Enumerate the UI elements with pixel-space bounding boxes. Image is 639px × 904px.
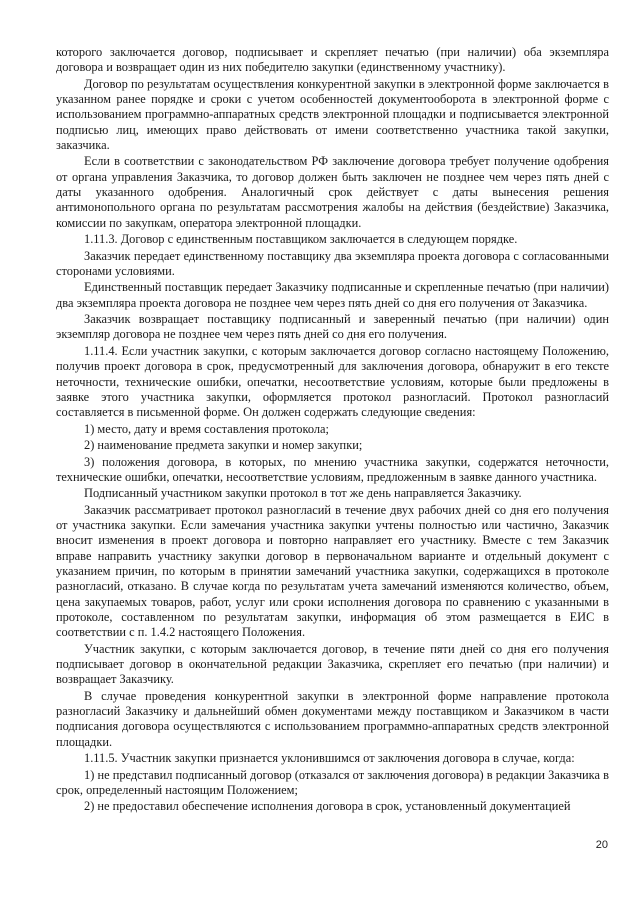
list-item-3: 3) положения договора, в которых, по мнению участника закупки, содержатся неточности, технические ошибки, опечатки, несоответствие условиям, предложенным в заявке данного участника. [56,454,609,484]
paragraph-participant-signs: Участник закупки, с которым заключается договор, в течение пяти дней со дня его получения подписывает договор в окончательной редакции Заказчика, скрепляет его печатью (при наличии) и возвращает Заказчику. [56,641,609,687]
list-item-2: 2) наименование предмета закупки и номер закупки; [84,438,363,453]
list-item-1: 1) место, дату и время составления протокола; [84,421,329,436]
paragraph-protocol-sent: Подписанный участником закупки протокол в тот же день направляется Заказчику. [84,486,522,501]
paragraph-supplier-returns: Единственный поставщик передает Заказчику подписанные и скрепленные печатью (при наличии) два экземпляра проекта договора не позднее чем через пять дней со дня его получения от Заказчика. [56,280,609,310]
document-page [56,45,609,816]
paragraph-protocol-review: Заказчик рассматривает протокол разногласий в течение двух рабочих дней со дня его получения от участника закупки. Если замечания участника закупки учтены полностью или частично, Заказчик вносит изменения в проект договора и повторно направляет его участнику. Вместе с тем Заказчик вправе направить участнику закупки договор в первоначальном варианте и отдельный документ с указанием причин, по которым в принятии замечаний участника закупки, содержащихся в протоколе разногласий, отказано. В случае когда по результатам учета замечаний изменяются количество, объем, цена закупаемых товаров, работ, услуг или сроки исполнения договора по сравнению с указанными в протоколе, составленном по результатам закупки, информация об этом размещается в ЕИС в соответствии с п. 1.4.2 настоящего Положения. [56,502,609,640]
paragraph-electronic-exchange: В случае проведения конкурентной закупки в электронной форме направление протокола разногласий Заказчику и дальнейший обмен документами между поставщиком и Заказчиком в части подписания договора осуществляются с использованием программно-аппаратных средств электронной площадки. [56,688,609,749]
clause-1-11-4: 1.11.4. Если участник закупки, с которым заключается договор согласно настоящему Положению, получив проект договора в срок, предусмотренный для заключения договора, обнаружит в его тексте неточности, технические ошибки, опечатки, несоответствие условиям, которые были предложены в заявке этого участника закупки, оформляется протокол разногласий. Протокол разногласий составляется в письменной форме. Он должен содержать следующие сведения: [56,343,609,420]
evasion-item-2: 2) не предоставил обеспечение исполнения договора в срок, установленный документацией [84,799,571,814]
paragraph-continuation: которого заключается договор, подписывает и скрепляет печатью (при наличии) оба экземпляра договора и возвращает один из них победителю закупки (единственному участнику). [56,45,609,75]
page-number: 20 [595,839,608,851]
paragraph-customer-returns: Заказчик возвращает поставщику подписанный и заверенный печатью (при наличии) один экземпляр договора не позднее чем через пять дней со дня его получения. [56,312,609,342]
clause-1-11-3: 1.11.3. Договор с единственным поставщиком заключается в следующем порядке. [84,232,518,247]
evasion-item-1: 1) не представил подписанный договор (отказался от заключения договора) в редакции Заказчика в срок, определенный настоящим Положением; [56,767,609,797]
paragraph-approval-requirement: Если в соответствии с законодательством РФ заключение договора требует получение одобрения от органа управления Заказчика, то договор должен быть заключен не позднее чем через пять дней с даты указанного одобрения. Аналогичный срок действует с даты вынесения решения антимонопольного органа по результатам рассмотрения жалобы на действия (бездействие) Заказчика, комиссии по закупкам, оператора электронной площадки. [56,154,609,230]
clause-1-11-5: 1.11.5. Участник закупки признается уклонившимся от заключения договора в случае, когда: [84,751,575,766]
paragraph-customer-transfers: Заказчик передает единственному поставщику два экземпляра проекта договора с согласованными сторонами условиями. [56,248,609,278]
paragraph-electronic-contract: Договор по результатам осуществления конкурентной закупки в электронной форме заключается в указанном ранее порядке и сроки с учетом особенностей документооборота в электронной форме с использованием программно-аппаратных средств электронной площадки и подписывается электронной подписью лиц, имеющих право действовать от имени соответственно участника такой закупки, заказчика. [56,76,609,152]
